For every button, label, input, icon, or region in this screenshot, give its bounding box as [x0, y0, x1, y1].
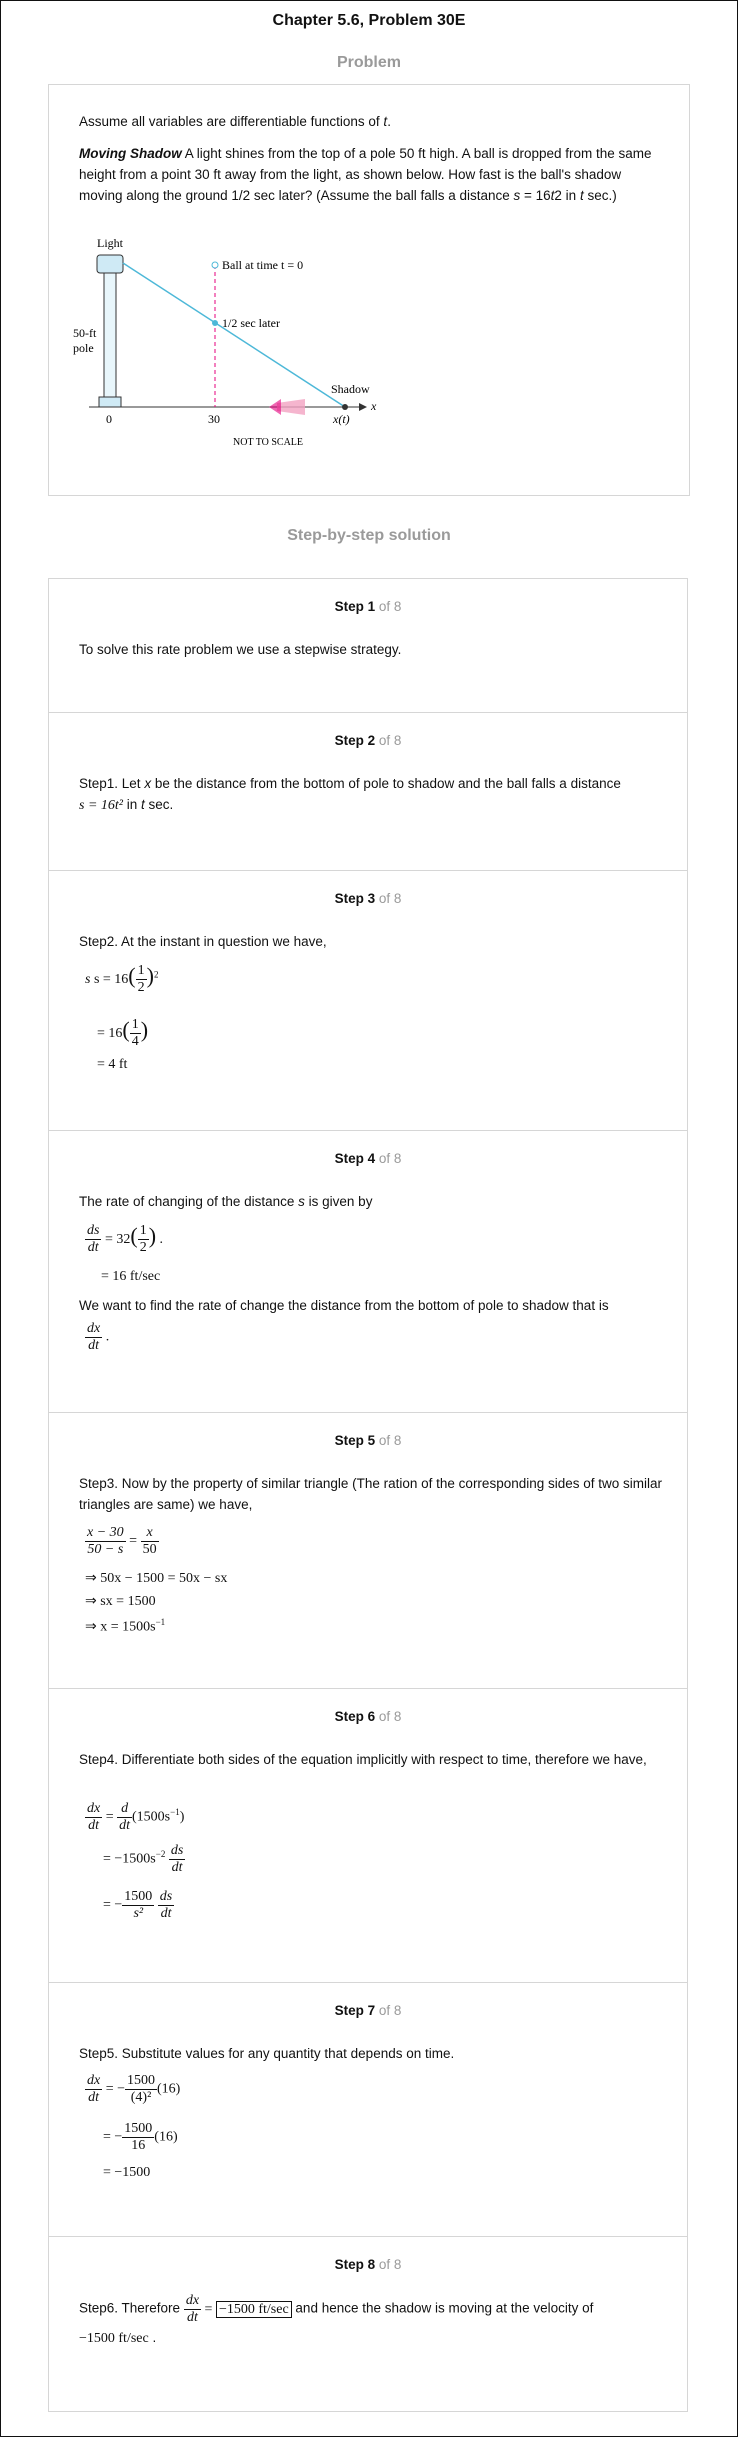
scale-note: NOT TO SCALE: [233, 437, 304, 448]
shadow-label: Shadow: [331, 382, 370, 396]
step-4-eq1: $\frac{ds}{dt}$ = 32( $\frac{1}{2}$ ) .: [87, 1223, 164, 1256]
step-3-header: Step 3 of 8: [334, 891, 402, 906]
step-4-dxdt: $\frac{dx}{dt}$ .: [87, 1321, 110, 1353]
step-6-eq2: = $-1500s^{-2}$ $\frac{ds}{dt}$: [103, 1843, 184, 1875]
step-5-text: Step3. Now by the property of similar triangle (The ration of the corresponding sides of two similar triangles are same) we have,: [79, 1476, 663, 1512]
step-6-text: Step4. Differentiate both sides of the equation implicitly with respect to time, therefore we have,: [79, 1752, 647, 1767]
pole-label-1: 50-ft: [73, 326, 97, 340]
thirty-label: 30: [208, 412, 220, 426]
light-label: Light: [97, 236, 123, 250]
step-6-card: [48, 1688, 688, 1982]
moving-shadow-figure: [69, 233, 429, 453]
problem-heading: Problem: [336, 54, 401, 71]
step-5-eq2: ⇒ 50x − 1500 = 50x − sx: [85, 1571, 228, 1586]
step-3-eq1: s s = 16( $\frac{1}{2}$ )$^2$: [85, 963, 159, 996]
step-5-header: Step 5 of 8: [334, 1433, 402, 1448]
x-axis-label: x: [371, 399, 377, 413]
pole-label-2: pole: [73, 341, 94, 355]
problem-intro: Assume all variables are differentiable functions of t.: [79, 114, 391, 129]
ball-later-dot: [212, 320, 218, 326]
step-8-text: Step6. Therefore $\frac{dx}{dt}$ = −1500 ft/sec and hence the shadow is moving at the velocity of −1500 ft/sec .: [79, 2293, 594, 2346]
light-lamp-shape: [97, 255, 123, 273]
ball-label: Ball at time t = 0: [222, 258, 304, 272]
answer-box: −1500 ft/sec: [216, 2301, 292, 2318]
step-6-header: Step 6 of 8: [334, 1709, 402, 1724]
step-5-eq1: $\frac{x - 30}{50 - s}$ = $\frac{x}{50}$: [87, 1525, 157, 1557]
problem-statement: Moving Shadow A light shines from the top of a pole 50 ft high. A ball is dropped from the same height from a point 30 ft away from the light, as shown below. How fast is the ball's shadow moving along the ground 1/2 sec later? (Assume the ball falls a distance s = 16t2 in t sec.): [79, 146, 652, 203]
step-8-header: Step 8 of 8: [334, 2257, 402, 2272]
step-2-header: Step 2 of 8: [334, 733, 402, 748]
step-1-card: [48, 578, 688, 712]
step-7-header: Step 7 of 8: [334, 2003, 402, 2018]
step-6-eq3: = − $\frac{1500}{\text{s²}}$ $\frac{ds}{dt}$: [103, 1889, 173, 1921]
step-7-eq2: = − $\frac{1500}{16}$ (16): [103, 2121, 178, 2153]
step-1-header: Step 1 of 8: [334, 599, 402, 614]
step-2-card: [48, 712, 688, 870]
step-3-text: Step2. At the instant in question we have,: [79, 934, 327, 949]
shadow-dot: [342, 404, 348, 410]
final-answer: −1500 ft/sec: [79, 2331, 149, 2346]
later-label: 1/2 sec later: [222, 316, 280, 330]
step-1-text: To solve this rate problem we use a stepwise strategy.: [79, 642, 402, 657]
ball-start-dot: [212, 262, 218, 268]
step-6-eq1: $\frac{dx}{dt}$ = $\frac{d}{dt}$ $(1500s^{-1})$: [87, 1801, 185, 1833]
problem-box: [48, 84, 690, 496]
step-3-eq3: = 4 ft: [97, 1057, 128, 1072]
shadow-motion-arrowhead: [269, 399, 281, 415]
shadow-motion-arrow: [277, 399, 305, 415]
step-5-eq4: ⇒ $x = 1500s^{-1}$: [85, 1617, 166, 1635]
step-4-text-2: We want to find the rate of change the distance from the bottom of pole to shadow that is: [79, 1298, 609, 1313]
solution-heading: Step-by-step solution: [287, 527, 451, 544]
pole-base-shape: [99, 397, 121, 407]
step-7-card: [48, 1982, 688, 2236]
step-4-eq2: = 16 ft/sec: [101, 1269, 161, 1284]
step-7-text: Step5. Substitute values for any quantity that depends on time.: [79, 2046, 455, 2061]
step-3-card: [48, 870, 688, 1130]
step-4-header: Step 4 of 8: [334, 1151, 402, 1166]
step-2-text: Step1. Let x be the distance from the bottom of pole to shadow and the ball falls a distance s = 16t² in t sec.: [79, 776, 621, 813]
step-5-eq3: ⇒ sx = 1500: [85, 1594, 156, 1609]
step-4-text-1: The rate of changing of the distance s is given by: [79, 1194, 373, 1209]
x-axis-arrow: [359, 403, 367, 411]
step-7-eq3: = −1500: [103, 2165, 151, 2180]
step-5-card: [48, 1412, 688, 1688]
origin-label: 0: [106, 412, 112, 426]
step-8-card: [48, 2236, 688, 2412]
step-7-eq1: $\frac{dx}{dt}$ = − $\frac{1500}{\text{(4)²}}$ (16): [87, 2073, 181, 2105]
xt-label: x(t): [333, 412, 350, 426]
light-ray: [123, 263, 345, 407]
step-3-eq2: = 16( $\frac{1}{4}$ ): [97, 1017, 149, 1050]
step-4-card: [48, 1130, 688, 1412]
page-title: Chapter 5.6, Problem 30E: [272, 12, 466, 29]
pole-shape: [104, 261, 116, 401]
